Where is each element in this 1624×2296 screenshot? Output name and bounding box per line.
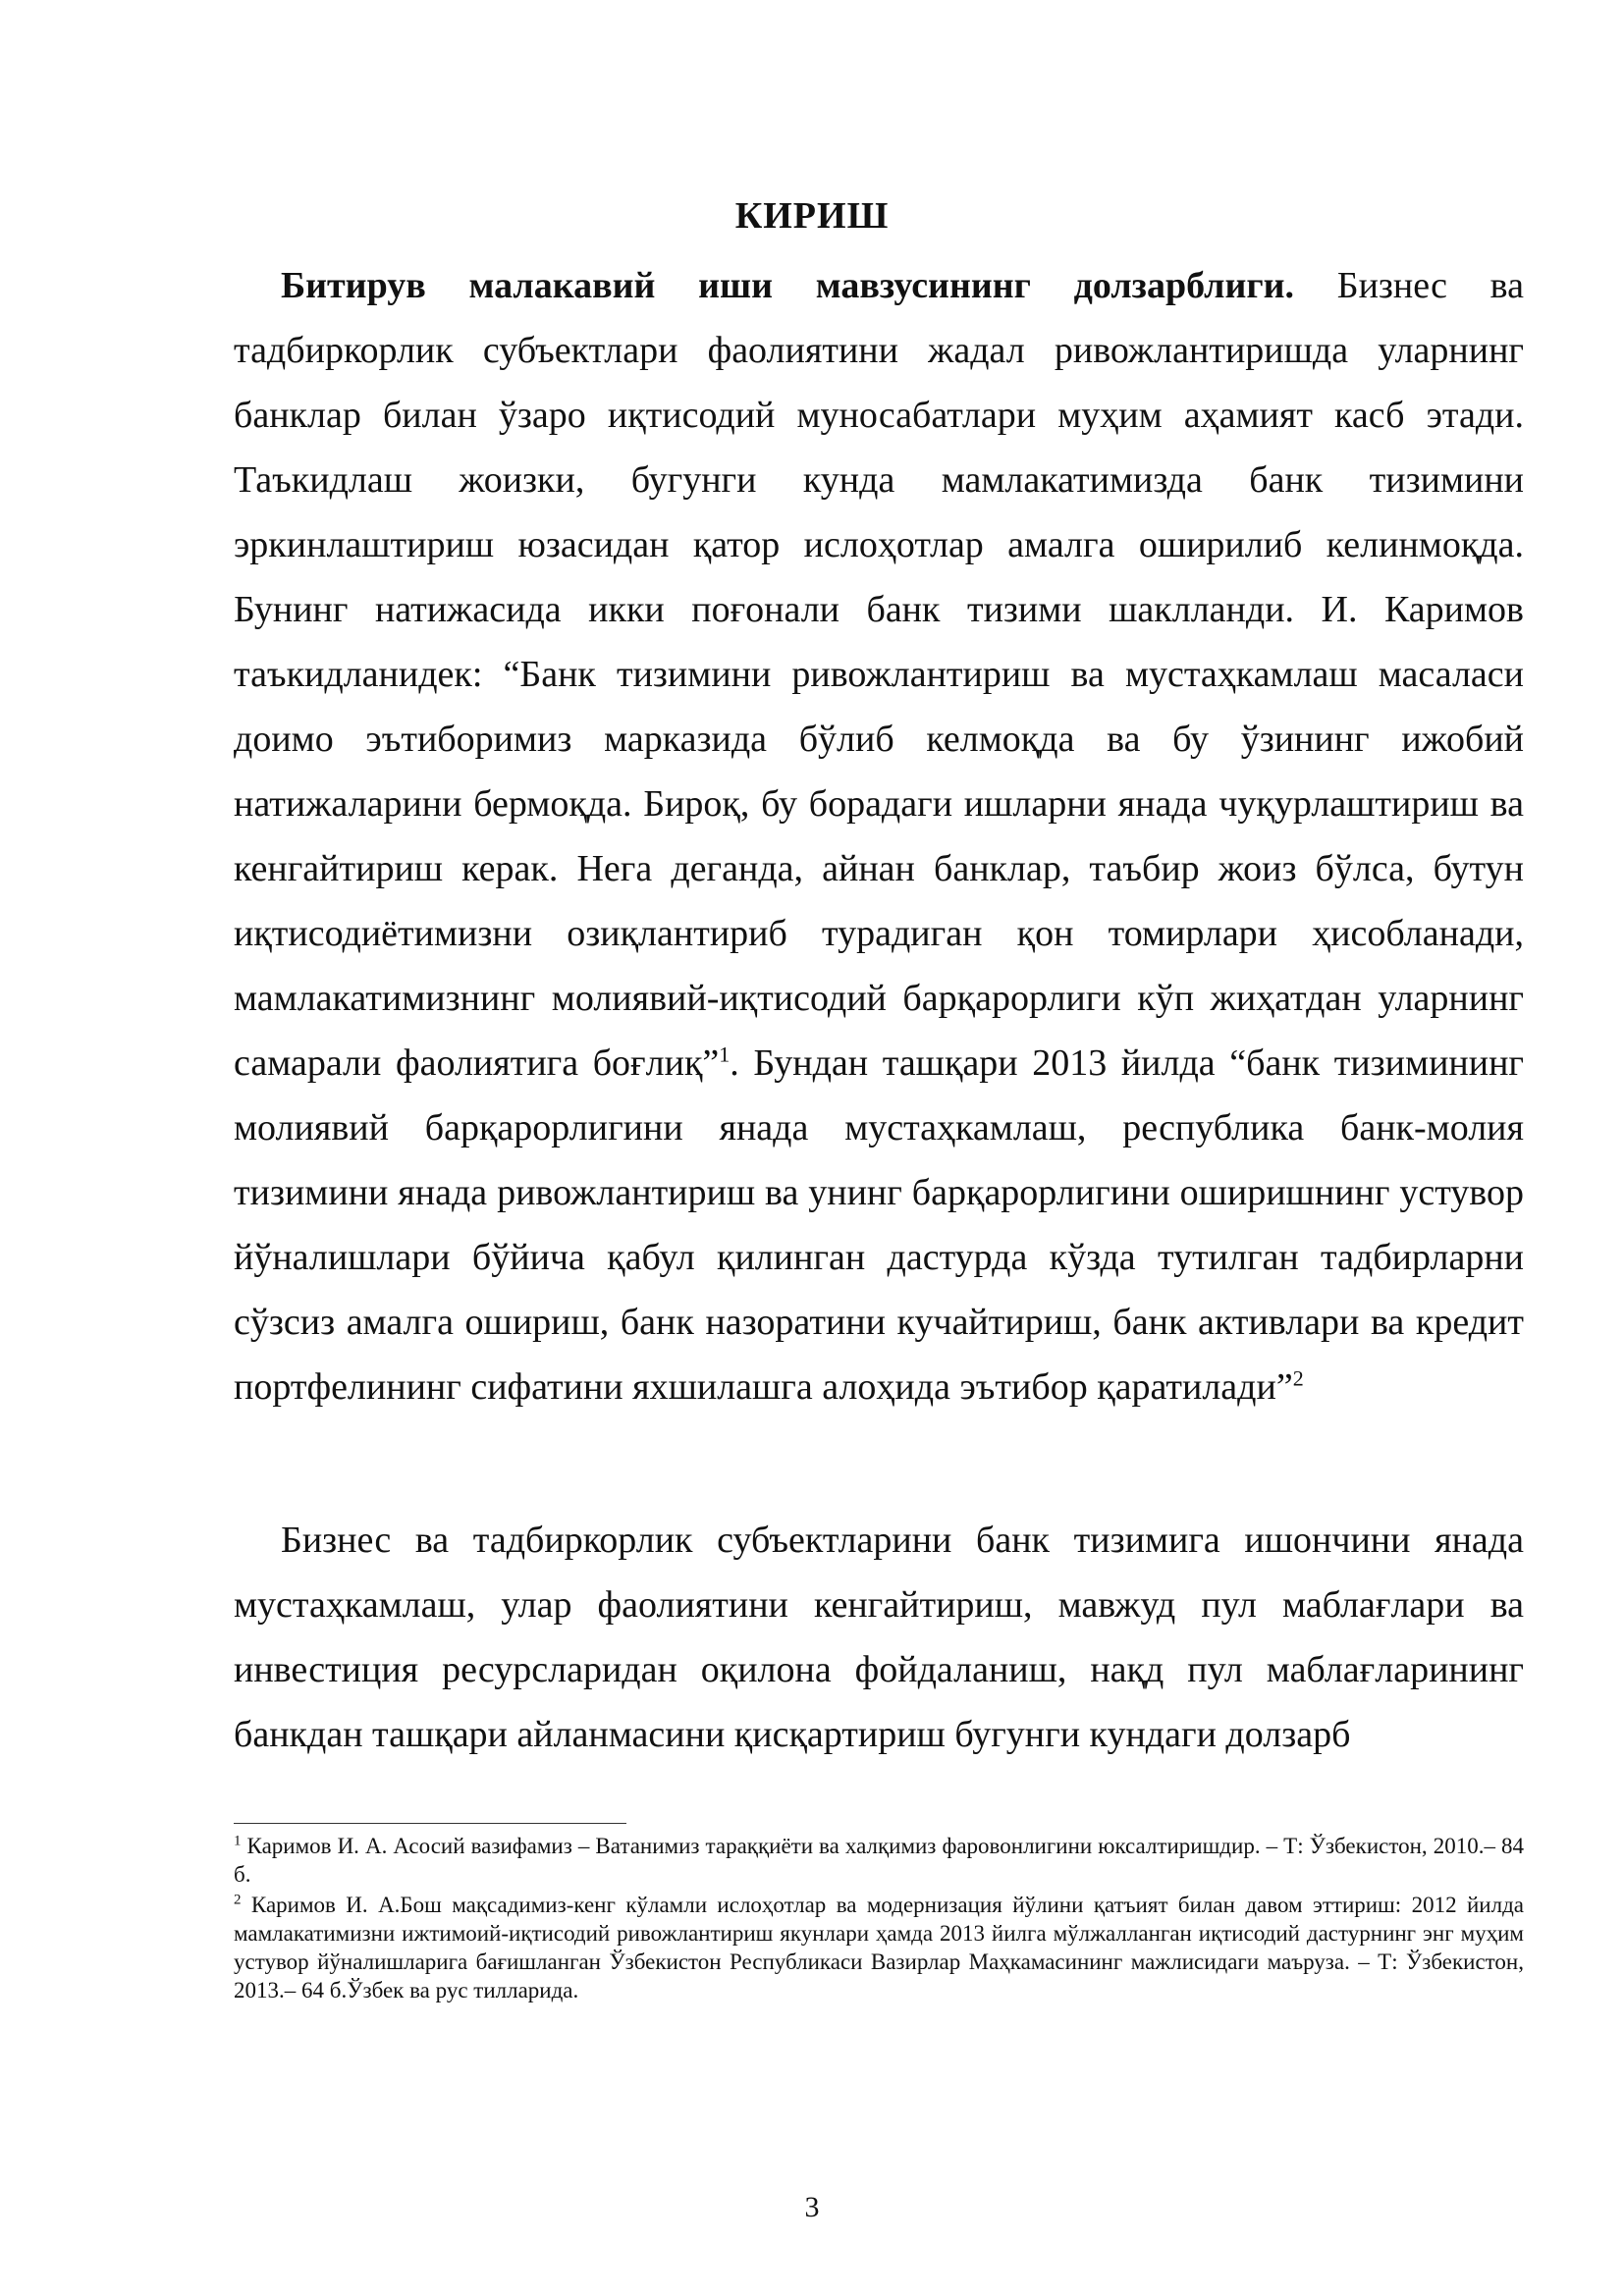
paragraph-1-text-a: Бизнес ва тадбиркорлик субъектлари фаолиятини жадал ривожлантиришда уларнинг банклар билан ўзаро иқтисодий муносабатлари муҳим аҳамият касб этади. Таъкидлаш жоизки, бугунги кунда мамлакатимизда банк тизимини эркинлаштириш юзасидан қатор ислоҳотлар амалга оширилиб келинмоқда. Бунинг натижасида икки поғонали банк тизими шаклланди. И. Каримов таъкидланидек: “Банк тизимини ривожлантириш ва мустаҳкамлаш масаласи доимо эътиборимиз марказида бўлиб келмоқда ва бу ўзининг ижобий натижаларини бермоқда. Бироқ, бу борадаги ишларни янада чуқурлаштириш ва кенгайтириш керак. Нега деганда, айнан банклар, таъбир жоиз бўлса, бутун иқтисодиётимизни озиқлантириб турадиган қон томирлари ҳисобланади, мамлакатимизнинг молиявий-иқтисодий барқарорлиги кўп жиҳатдан уларнинг самарали фаолиятига боғлиқ” xyxy=(234,265,1524,1084)
paragraph-2: Бизнес ва тадбиркорлик субъектларини банк тизимига ишончини янада мустаҳкамлаш, улар фаолиятини кенгайтириш, мавжуд пул маблағлари ва инвестиция ресурсларидан оқилона фойдаланиш, нақд пул маблағларининг банкдан ташқари айланмасини қисқартириш бугунги кундаги долзарб xyxy=(234,1520,1524,1755)
footnote-1-number: 1 xyxy=(234,1833,242,1849)
footnote-separator xyxy=(234,1823,626,1824)
paragraph-relevance xyxy=(234,253,1524,1419)
section-lead-heading: Битирув малакавий иши мавзусининг долзарблиги. xyxy=(281,265,1295,306)
footnote-2 xyxy=(234,1891,1524,2004)
footnotes xyxy=(234,1832,1524,2006)
footnote-1-text: Каримов И. А. Асосий вазифамиз – Ватанимиз тараққиёти ва халқимиз фаровонлигини юксалтиришдир. – Т: Ўзбекистон, 2010.– 84 б. xyxy=(234,1834,1524,1887)
paragraph-business xyxy=(234,1508,1524,1767)
page-title: КИРИШ xyxy=(734,195,890,237)
paragraph-1 xyxy=(234,253,1524,1419)
footnote-ref-1[interactable]: 1 xyxy=(719,1041,731,1067)
footnote-1 xyxy=(234,1832,1524,1889)
footnote-ref-2[interactable]: 2 xyxy=(1292,1365,1304,1391)
footnote-2-text: Каримов И. А.Бош мақсадимиз-кенг кўламли ислоҳотлар ва модернизация йўлини қатъият билан давом эттириш: 2012 йилда мамлакатимизни ижтимоий-иқтисодий ривожлантириш якунлари ҳамда 2013 йилга мўлжалланган иқтисодий дастурнинг энг муҳим устувор йўналишларига бағишланган Ўзбекистон Республикаси Вазирлар Маҳкамасининг мажлисидаги маъруза. – Т: Ўзбекистон, 2013.– 64 б.Ўзбек ва рус тилларида. xyxy=(234,1893,1524,2002)
page-number: 3 xyxy=(804,2191,820,2223)
footnote-2-number: 2 xyxy=(234,1892,242,1908)
paragraph-1-text-b: . Бундан ташқари 2013 йилда “банк тизимининг молиявий барқарорлигини янада мустаҳкамлаш, республика банк-молия тизимини янада ривожлантириш ва унинг барқарорлигини оширишнинг устувор йўналишлари бўйича қабул қилинган дастурда кўзда тутилган тадбирларни сўзсиз амалга ошириш, банк назоратини кучайтириш, банк активлари ва кредит портфелининг сифатини яхшилашга алоҳида эътибор қаратилади” xyxy=(234,1042,1524,1408)
